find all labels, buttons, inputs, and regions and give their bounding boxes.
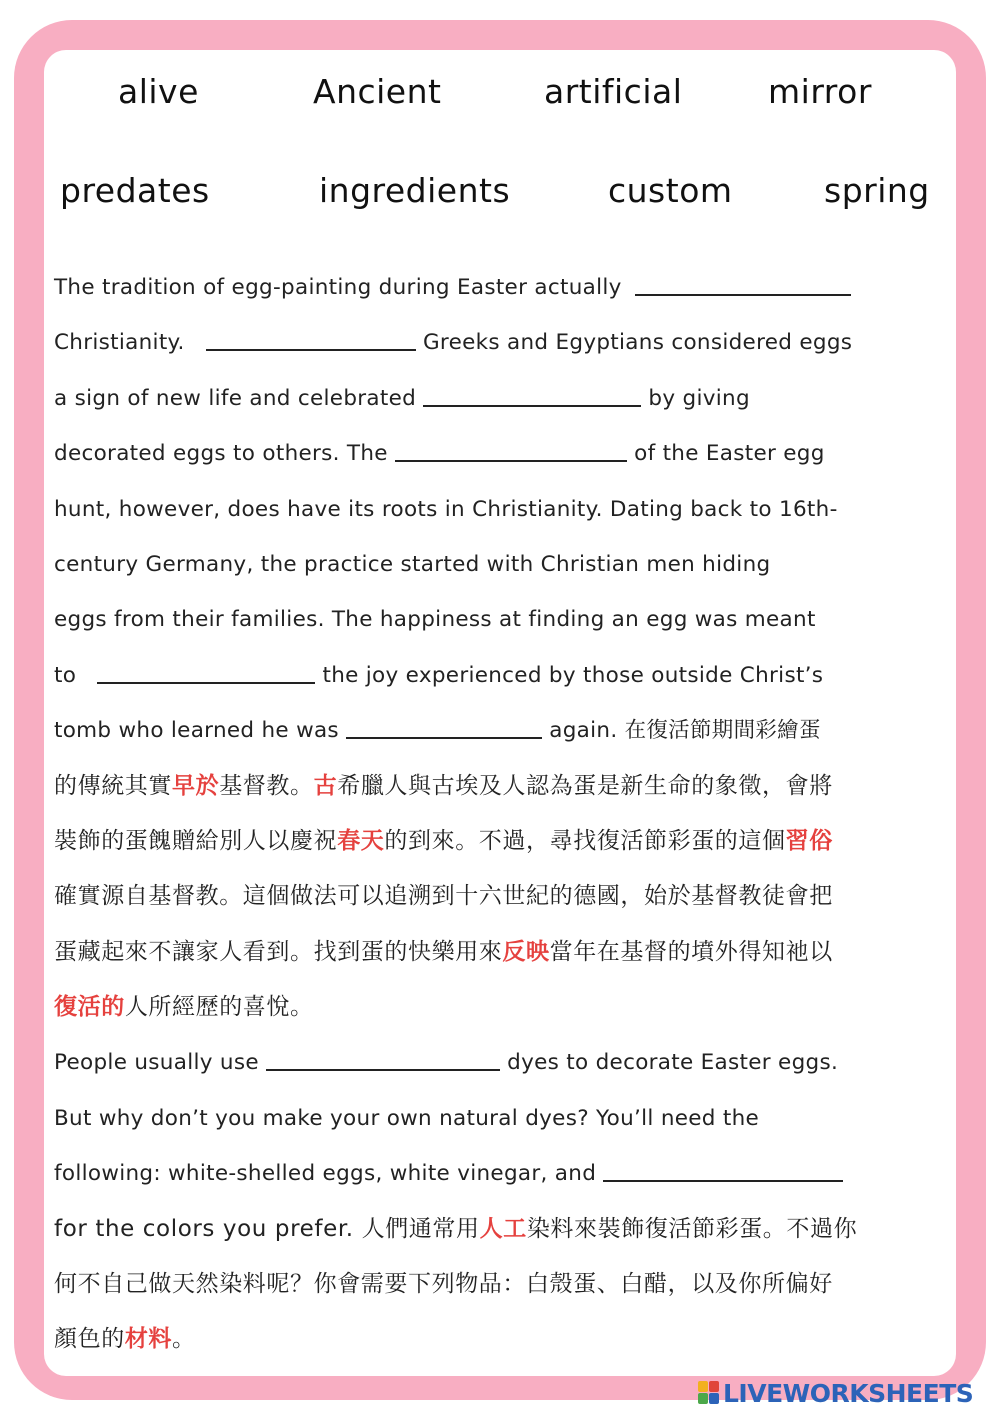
passage-text: by giving	[648, 385, 750, 411]
passage-text: a sign of new life and celebrated	[54, 385, 417, 411]
passage-line: 確實源自基督教。這個做法可以追溯到十六世紀的德國，始於基督教徒會把	[54, 883, 833, 910]
passage-text: 基督教。	[219, 772, 314, 799]
passage-text: Greeks and Egyptians considered eggs	[422, 330, 853, 356]
passage-line	[54, 260, 959, 315]
highlighted-answer: 復活的	[54, 994, 125, 1021]
passage-line	[54, 371, 959, 426]
answer-blank-1[interactable]	[635, 270, 851, 296]
word-bank-item[interactable]: artificial	[544, 72, 683, 111]
passage-line	[54, 925, 959, 980]
passage-text: The tradition of egg-painting during Easter actually	[54, 275, 622, 300]
passage-text: 裝飾的蛋餽贈給別人以慶祝	[54, 827, 338, 854]
passage-line: 何不自己做天然染料呢？你會需要下列物品：白殼蛋、白醋，以及你所偏好	[54, 1271, 833, 1298]
passage-line	[54, 1202, 959, 1257]
highlighted-answer: 古	[313, 772, 338, 799]
word-bank-item[interactable]: mirror	[768, 72, 872, 111]
highlighted-answer: 習俗	[785, 827, 833, 854]
answer-blank-8[interactable]	[603, 1156, 843, 1182]
passage-text: again. 在復活節期間彩繪蛋	[549, 718, 821, 744]
passage-text: decorated eggs to others. The	[54, 441, 388, 467]
passage-line	[54, 703, 959, 758]
highlighted-answer: 材料	[124, 1326, 173, 1353]
liveworksheets-logo-text: LIVEWORKSHEETS	[723, 1379, 974, 1408]
passage-text: 的到來。不過，尋找復活節彩蛋的這個	[384, 827, 786, 854]
word-bank-item[interactable]: ingredients	[319, 171, 511, 210]
answer-blank-5[interactable]	[97, 658, 315, 684]
passage-line: century Germany, the practice started with Christian men hiding	[54, 551, 771, 577]
highlighted-answer: 春天	[337, 827, 385, 854]
liveworksheets-logo[interactable]	[698, 1380, 973, 1408]
highlighted-answer: 人工	[479, 1215, 527, 1242]
passage	[54, 260, 959, 1368]
passage-text: for the colors you prefer. 人們通常用	[54, 1215, 480, 1242]
answer-blank-2[interactable]	[206, 325, 416, 351]
answer-blank-4[interactable]	[395, 436, 627, 462]
liveworksheets-logo-icon	[698, 1381, 720, 1405]
word-bank-item[interactable]: spring	[824, 171, 930, 210]
passage-line: eggs from their families. The happiness at finding an egg was meant	[54, 607, 816, 633]
passage-line: But why don’t you make your own natural dyes? You’ll need the	[54, 1105, 760, 1131]
passage-line	[54, 1312, 959, 1367]
passage-text: People usually use	[54, 1050, 259, 1076]
passage-line	[54, 426, 959, 481]
passage-text: 染料來裝飾復活節彩蛋。不過你	[526, 1215, 858, 1242]
passage-text: Christianity.	[54, 330, 185, 356]
passage-text: 。	[172, 1326, 196, 1353]
passage-text: to	[54, 662, 77, 688]
passage-text: tomb who learned he was	[54, 718, 339, 744]
answer-blank-3[interactable]	[423, 381, 641, 407]
passage-text: of the Easter egg	[634, 441, 825, 467]
passage-line	[54, 315, 959, 370]
passage-line	[54, 759, 959, 814]
answer-blank-6[interactable]	[346, 713, 542, 739]
passage-line: hunt, however, does have its roots in Christianity. Dating back to 16th-	[54, 496, 838, 522]
passage-text: 人所經歷的喜悅。	[124, 994, 314, 1021]
passage-line	[54, 648, 959, 703]
passage-line	[54, 1146, 959, 1201]
passage-line	[54, 814, 959, 869]
passage-text: 希臘人與古埃及人認為蛋是新生命的象徵，會將	[337, 772, 833, 799]
passage-line	[54, 980, 959, 1035]
word-bank-item[interactable]: alive	[118, 72, 199, 111]
passage-text: 顏色的	[54, 1326, 125, 1353]
word-bank-item[interactable]: custom	[608, 171, 733, 210]
passage-text: the joy experienced by those outside Christ’s	[322, 662, 824, 688]
highlighted-answer: 早於	[172, 772, 220, 799]
word-bank-item[interactable]: Ancient	[313, 72, 442, 111]
highlighted-answer: 反映	[502, 938, 550, 965]
passage-text: following: white-shelled eggs, white vinegar, and	[54, 1161, 597, 1187]
passage-text: dyes to decorate Easter eggs.	[507, 1050, 839, 1076]
passage-text: 當年在基督的墳外得知祂以	[549, 938, 833, 965]
passage-line	[54, 1035, 959, 1090]
passage-text: 蛋藏起來不讓家人看到。找到蛋的快樂用來	[54, 938, 503, 965]
passage-text: 的傳統其實	[54, 772, 172, 799]
word-bank-item[interactable]: predates	[60, 171, 210, 210]
answer-blank-7[interactable]	[266, 1045, 500, 1071]
